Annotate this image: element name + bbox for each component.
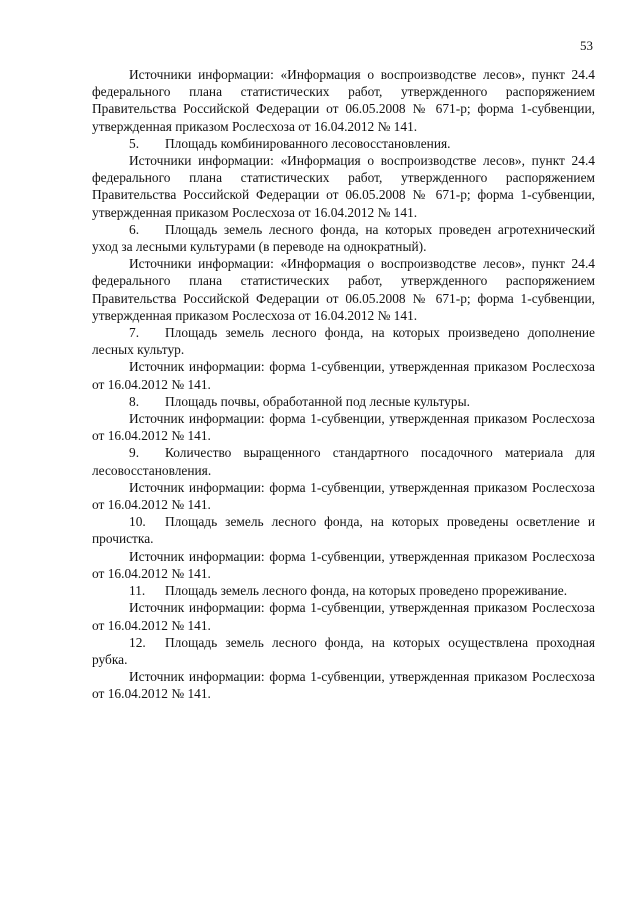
source-paragraph: Источник информации: форма 1-субвенции, утвержденная приказом Рослесхоза от 16.04.2012 № 141.	[92, 548, 595, 581]
list-item-number: 8.	[129, 393, 140, 409]
list-item-number: 7.	[129, 325, 140, 341]
list-item	[92, 444, 595, 478]
list-item	[92, 634, 595, 668]
source-paragraph: Источники информации: «Информация о воспроизводстве лесов», пункт 24.4 федерального плана статистических работ, утвержденного распоряжением Правительства Российской Федерации от 06.05.2008 № 671-р; форма 1-субвенции, утвержденная приказом Рослесхоза от 16.04.2012 № 141.	[92, 67, 595, 134]
list-item-number: 5.	[129, 135, 140, 151]
list-item-number: 11.	[129, 583, 146, 599]
list-item-number: 12.	[129, 634, 146, 650]
list-item-number: 9.	[129, 445, 140, 461]
list-item-text: Площадь земель лесного фонда, на которых проведено прореживание.	[165, 583, 568, 599]
list-item-number: 6.	[129, 221, 140, 237]
list-item-number: 10.	[129, 514, 146, 530]
page-number: 53	[580, 38, 593, 53]
list-item	[92, 513, 595, 547]
document-body	[92, 66, 595, 703]
list-item-text: Количество выращенного стандартного посадочного материала для лесовосстановления.	[92, 445, 595, 478]
list-item-text: Площадь земель лесного фонда, на которых проведены осветление и прочистка.	[92, 514, 595, 547]
list-item	[92, 582, 595, 599]
source-paragraph: Источник информации: форма 1-субвенции, утвержденная приказом Рослесхоза от 16.04.2012 № 141.	[92, 411, 595, 444]
list-item	[92, 135, 595, 152]
source-paragraph: Источник информации: форма 1-субвенции, утвержденная приказом Рослесхоза от 16.04.2012 № 141.	[92, 479, 595, 513]
source-paragraph: Источник информации: форма 1-субвенции, утвержденная приказом Рослесхоза от 16.04.2012 № 141.	[92, 669, 595, 702]
list-item	[92, 393, 595, 410]
source-paragraph: Источники информации: «Информация о воспроизводстве лесов», пункт 24.4 федерального плана статистических работ, утвержденного распоряжением Правительства Российской Федерации от 06.05.2008 № 671-р; форма 1-субвенции, утвержденная приказом Рослесхоза от 16.04.2012 № 141.	[92, 153, 595, 220]
list-item	[92, 221, 595, 255]
list-item-text: Площадь комбинированного лесовосстановления.	[165, 135, 451, 151]
source-paragraph: Источник информации: форма 1-субвенции, утвержденная приказом Рослесхоза от 16.04.2012 № 141.	[92, 359, 595, 392]
list-item-text: Площадь земель лесного фонда, на которых проведен агротехнический уход за лесными культурами (в переводе на однократный).	[92, 221, 595, 255]
source-paragraph: Источники информации: «Информация о воспроизводстве лесов», пункт 24.4 федерального плана статистических работ, утвержденного распоряжением Правительства Российской Федерации от 06.05.2008 № 671-р; форма 1-субвенции, утвержденная приказом Рослесхоза от 16.04.2012 № 141.	[92, 256, 595, 323]
list-item-text: Площадь почвы, обработанной под лесные культуры.	[165, 393, 470, 409]
source-paragraph: Источник информации: форма 1-субвенции, утвержденная приказом Рослесхоза от 16.04.2012 № 141.	[92, 600, 595, 633]
list-item-text: Площадь земель лесного фонда, на которых осуществлена проходная рубка.	[92, 634, 595, 667]
list-item-text: Площадь земель лесного фонда, на которых произведено дополнение лесных культур.	[92, 325, 595, 358]
list-item	[92, 324, 595, 358]
